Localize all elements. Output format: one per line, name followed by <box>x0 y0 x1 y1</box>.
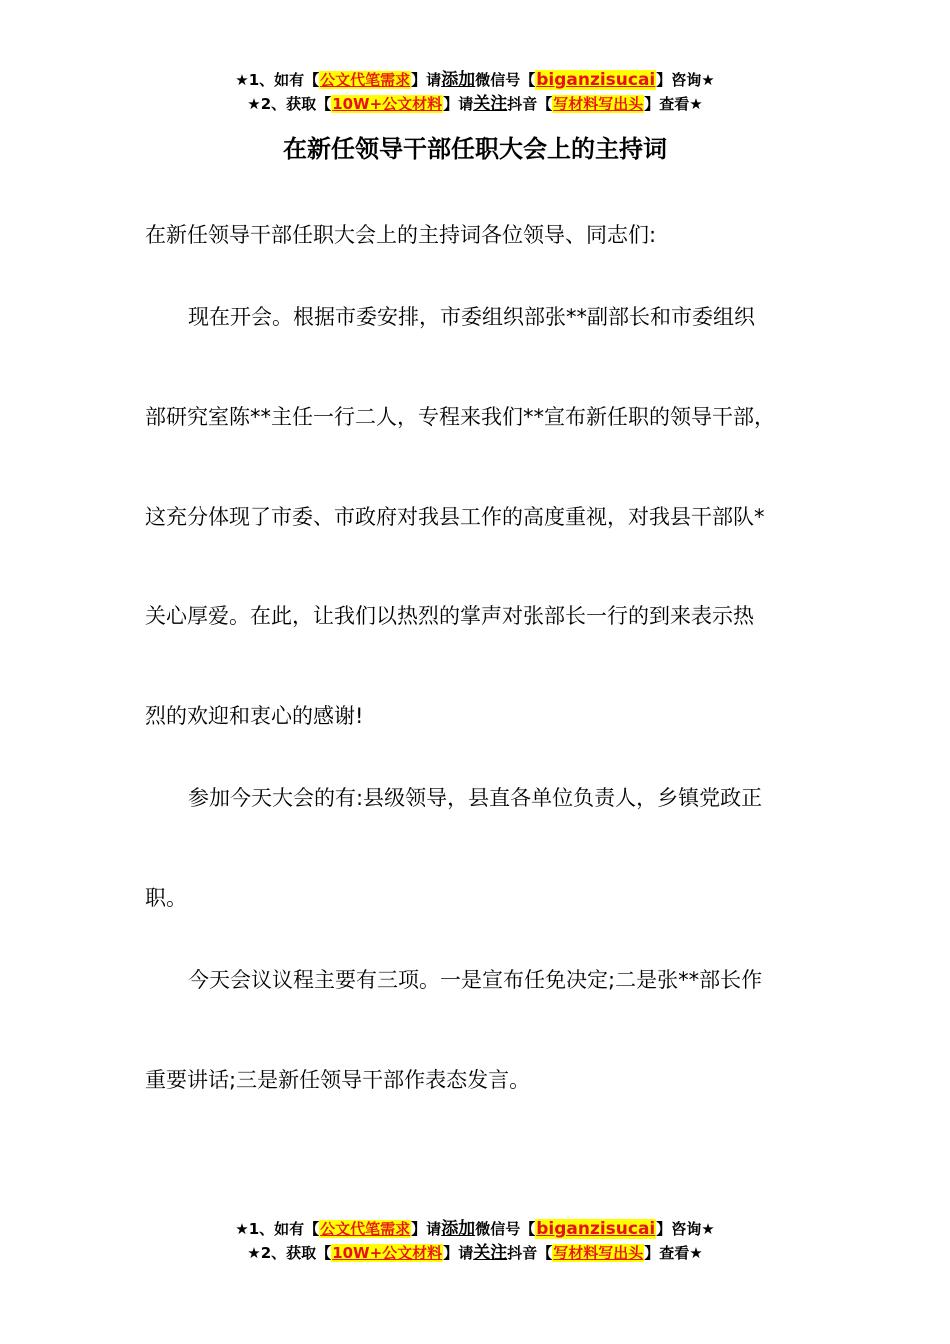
body-line: 参加今天大会的有:县级领导，县直各单位负责人，乡镇党政正 <box>188 786 763 810</box>
promo-line-2 <box>0 92 950 116</box>
body-line: 现在开会。根据市委安排，市委组织部张**副部长和市委组织 <box>188 305 755 329</box>
promo-text: 】查看★ <box>644 95 703 113</box>
promo-text: 抖音【 <box>507 1244 553 1262</box>
promo-wechat-id: biganzisucai <box>536 70 656 90</box>
promo-text: 】请 <box>443 95 474 113</box>
promo-text: 】请 <box>411 1220 442 1238</box>
promo-text: ★2、获取【 <box>247 1244 332 1262</box>
promo-underline: 关注 <box>473 94 508 114</box>
body-line: 在新任领导干部任职大会上的主持词各位领导、同志们: <box>145 223 657 247</box>
promo-text: ★1、如有【 <box>235 1220 320 1238</box>
promo-douyin-id: 写材料写出头 <box>553 1244 644 1262</box>
promo-text: 】请 <box>443 1244 474 1262</box>
document-title: 在新任领导干部任职大会上的主持词 <box>283 135 667 163</box>
body-line: 部研究室陈**主任一行二人，专程来我们**宣布新任职的领导干部， <box>145 405 775 429</box>
promo-line-2 <box>0 1241 950 1265</box>
body-line: 烈的欢迎和衷心的感谢! <box>145 704 364 728</box>
promo-line-1 <box>0 68 950 92</box>
body-line: 今天会议议程主要有三项。一是宣布任免决定;二是张**部长作 <box>188 968 763 992</box>
promo-douyin-id: 写材料写出头 <box>553 95 644 113</box>
promo-text: 】请 <box>411 71 442 89</box>
promo-text: ★1、如有【 <box>235 71 320 89</box>
body-line: 重要讲话;三是新任领导干部作表态发言。 <box>145 1068 531 1092</box>
promo-highlight: 公文代笔需求 <box>320 71 411 89</box>
promo-line-1 <box>0 1217 950 1241</box>
body-line: 这充分体现了市委、市政府对我县工作的高度重视，对我县干部队* <box>145 505 765 529</box>
body-line: 职。 <box>145 886 187 910</box>
promo-text: 微信号【 <box>475 1220 536 1238</box>
promo-text: 】咨询★ <box>656 1220 715 1238</box>
promo-text: 抖音【 <box>507 95 553 113</box>
promo-highlight: 10W+公文材料 <box>332 95 443 113</box>
promo-underline: 关注 <box>473 1243 508 1263</box>
promo-highlight: 10W+公文材料 <box>332 1244 443 1262</box>
promo-underline: 添加 <box>441 1219 476 1239</box>
promo-underline: 添加 <box>441 70 476 90</box>
promo-text: 】咨询★ <box>656 71 715 89</box>
promo-highlight: 公文代笔需求 <box>320 1220 411 1238</box>
promo-text: ★2、获取【 <box>247 95 332 113</box>
promo-footer-bottom <box>0 1217 950 1265</box>
promo-wechat-id: biganzisucai <box>536 1219 656 1239</box>
promo-header-top <box>0 68 950 116</box>
body-line: 关心厚爱。在此，让我们以热烈的掌声对张部长一行的到来表示热 <box>145 604 754 628</box>
promo-text: 微信号【 <box>475 71 536 89</box>
promo-text: 】查看★ <box>644 1244 703 1262</box>
